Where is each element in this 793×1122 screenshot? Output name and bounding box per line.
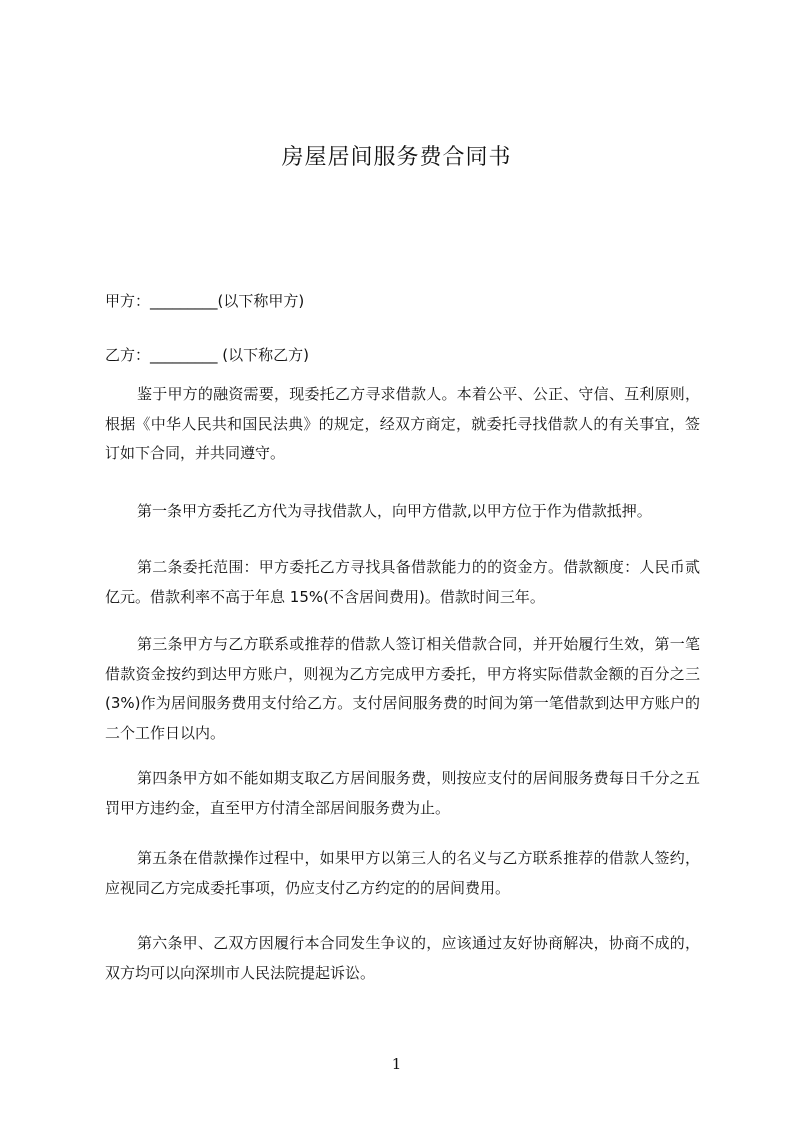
page-title: 房屋居间服务费合同书 [281, 145, 512, 170]
article-5-paragraph: 第五条在借款操作过程中，如果甲方以第三人的名义与乙方联系推荐的借款人签约，应视同乙方完成委托事项，仍应支付乙方约定的的居间费用。 [105, 849, 700, 897]
article-1-paragraph: 第一条甲方委托乙方代为寻找借款人，向甲方借款,以甲方位于作为借款抵押。 [137, 502, 652, 520]
article-6-paragraph: 第六条甲、乙双方因履行本合同发生争议的，应该通过友好协商解决，协商不成的，双方均可以向深圳市人民法院提起诉讼。 [105, 934, 700, 982]
party-a-line: 甲方：_________(以下称甲方) [105, 292, 305, 310]
article-2-paragraph: 第二条委托范围：甲方委托乙方寻找具备借款能力的的资金方。借款额度：人民币贰亿元。借款利率不高于年息 15%(不含居间费用)。借款时间三年。 [105, 558, 700, 606]
page-number: 1 [391, 1055, 402, 1073]
party-b-line: 乙方：_________ (以下称乙方) [105, 346, 309, 364]
article-3-paragraph: 第三条甲方与乙方联系或推荐的借款人签订相关借款合同，并开始履行生效，第一笔借款资金按约到达甲方账户，则视为乙方完成甲方委托，甲方将实际借款金额的百分之三(3%)作为居间服务费用支付给乙方。支付居间服务费的时间为第一笔借款到达甲方账户的二个工作日以内。 [105, 635, 700, 742]
article-4-paragraph: 第四条甲方如不能如期支取乙方居间服务费，则按应支付的居间服务费每日千分之五罚甲方违约金，直至甲方付清全部居间服务费为止。 [105, 769, 700, 817]
preamble-paragraph: 鉴于甲方的融资需要，现委托乙方寻求借款人。本着公平、公正、守信、互利原则，根据《中华人民共和国民法典》的规定，经双方商定，就委托寻找借款人的有关事宜，签订如下合同，并共同遵守。 [105, 385, 700, 462]
